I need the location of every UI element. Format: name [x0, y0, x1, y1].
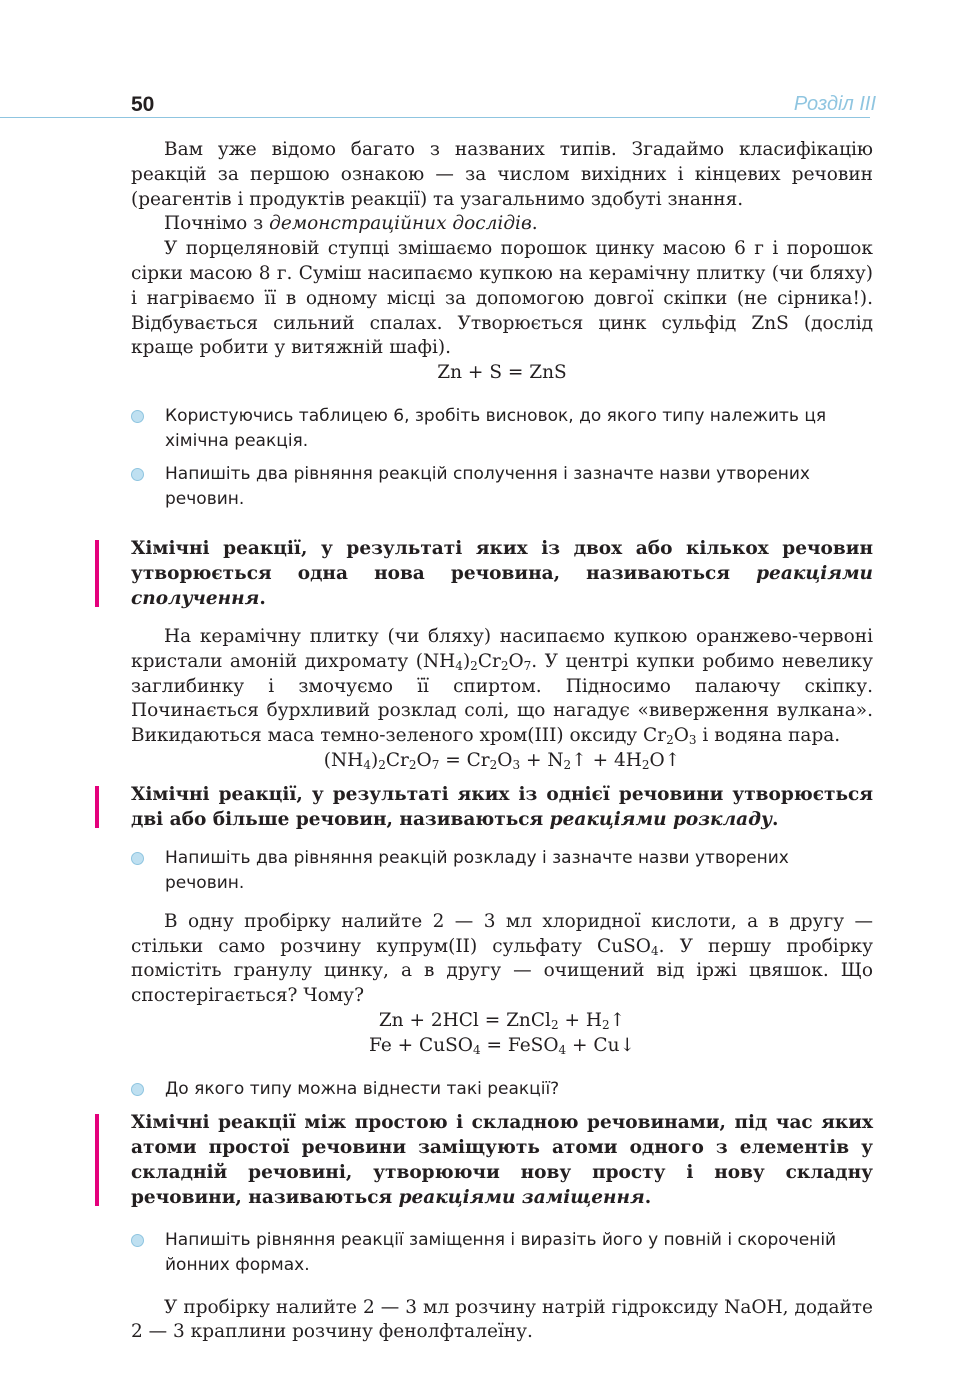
- bullet-circle-icon: [131, 410, 144, 423]
- equation-zn-hcl: Zn + 2HCl = ZnCl$_2$ + $H_2↑$: [378, 1009, 626, 1032]
- definition-combination: Хімічні реакції, у результаті яких із двох або кількох речовин утворюється одна нова речовина, називаються реакціями сполучення.: [131, 536, 873, 611]
- paragraph-demo: Почнімо з демонстраційних дослідів.: [164, 213, 538, 235]
- bullet-circle-icon: [131, 852, 144, 865]
- equation-fe-cuso4: Fe + CuSO$_4$ = FeSO$_4$ + Cu↓: [369, 1034, 635, 1057]
- definition-decomposition: Хімічні реакції, у результаті яких із однієї речовини утворюється дві або більше речовин, називаються реакціями розкладу.: [131, 782, 873, 832]
- task-item: Напишіть рівняння реакції заміщення і виразіть його у повній і скороченій йонних формах.: [131, 1228, 873, 1278]
- bullet-circle-icon: [131, 1234, 144, 1247]
- paragraph-substitution-experiment: В одну пробірку налийте 2 — 3 мл хлоридної кислоти, а в другу — стільки само розчину купрум(II) сульфату CuSO$_4$. У першу пробірку помістіть гранулу цинку, а в другу — очищений від іржі цвяшок. Що спостерігається? Чому?: [131, 910, 873, 1007]
- equation-dichromate: $(NH_4)_2Cr_2O_7 = Cr_2O_3$ + $N_2↑$ + $4H_2O↑$: [323, 749, 681, 772]
- paragraph-naoh: У пробірку налийте 2 — 3 мл розчину натрій гідроксиду NaOH, додайте 2 — 3 краплини розчину фенолфталеїну.: [131, 1296, 873, 1343]
- page-number: 50: [131, 93, 155, 116]
- task-item: Користуючись таблицею 6, зробіть висновок, до якого типу належить ця хімічна реакція.: [131, 404, 873, 454]
- bullet-circle-icon: [131, 468, 144, 481]
- section-title: Розділ III: [793, 93, 876, 115]
- definition-marker: [95, 786, 99, 828]
- task-item: Напишіть два рівняння реакцій розкладу і зазначте назви утворених речовин.: [131, 846, 873, 896]
- paragraph-intro: Вам уже відомо багато з названих типів. Згадаймо класифікацію реакцій за першою ознакою — за числом вихідних і кінцевих речовин (реагентів і продуктів реакції) та узагальнимо здобуті знання.: [131, 139, 873, 210]
- task-item: Напишіть два рівняння реакцій сполучення і зазначте назви утворених речовин.: [131, 462, 873, 512]
- page-body: [131, 138, 873, 1345]
- demo-emphasis: демонстраційних дослідів: [269, 213, 532, 235]
- paragraph-zinc-sulfur: У порцеляновій ступці змішаємо порошок цинку масою 6 г і порошок сірки масою 8 г. Суміш насипаємо купкою на керамічну плитку (чи бляху) і нагріваємо її в одному місці за допомогою довгої скіпки (не сірника!). Відбувається сильний спалах. Утворюється цинк сульфід ZnS (дослід краще робити у витяжній шафі).: [131, 238, 873, 359]
- header-rule: [0, 117, 870, 118]
- definition-marker: [95, 540, 99, 607]
- page-header: [0, 88, 964, 124]
- definition-marker: [95, 1114, 99, 1206]
- equation-zn-s: Zn + S = ZnS: [437, 362, 567, 384]
- definition-substitution: Хімічні реакції між простою і складною речовинами, під час яких атоми простої речовини заміщують атоми одного з елементів у складній речовині, утворюючи нову просту і нову складну речовини, називаються реакціями заміщення.: [131, 1110, 873, 1210]
- task-item: До якого типу можна віднести такі реакції?: [131, 1077, 873, 1102]
- bullet-circle-icon: [131, 1083, 144, 1096]
- paragraph-dichromate: На керамічну плитку (чи бляху) насипаємо купкою оранжево-червоні кристали амоній дихромату $(NH_4)_2Cr_2O_7$. У центрі купки робимо невелику заглибинку і змочуємо її спиртом. Підносимо палаючу скіпку. Починається бурхливий розклад солі, що нагадує «виверження вулкана». Викидаються маса темно-зеленого хром(III) оксиду $Cr_2O_3$ і водяна пара.: [131, 625, 873, 748]
